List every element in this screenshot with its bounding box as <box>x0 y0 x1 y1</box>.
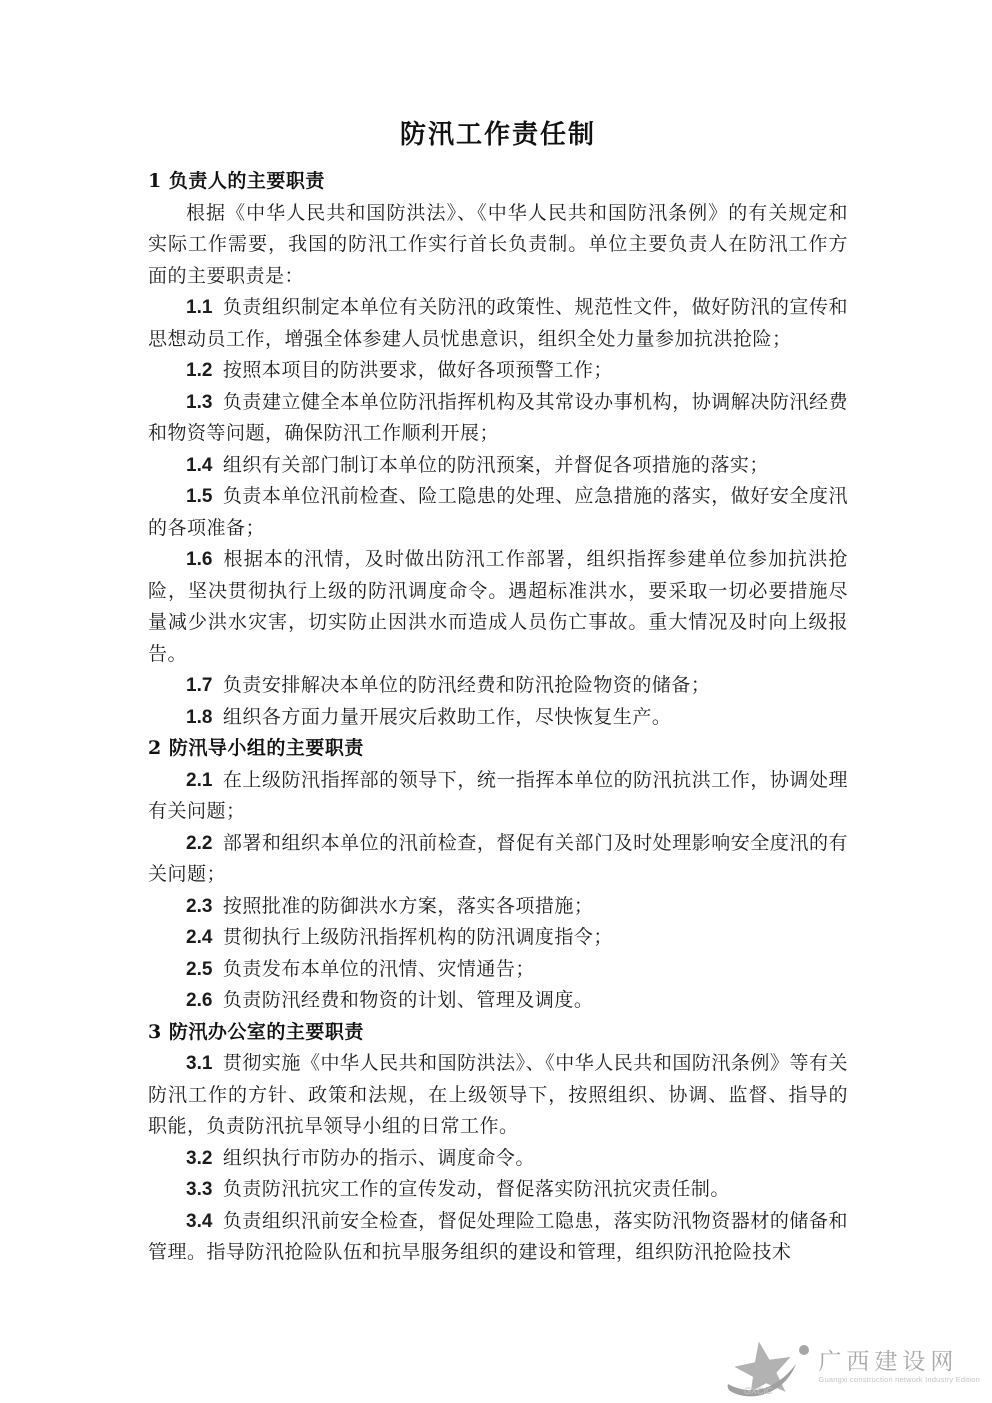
item-paragraph <box>148 670 848 702</box>
item-paragraph <box>148 1206 848 1269</box>
item-number: 2.1 <box>186 769 213 791</box>
item-paragraph <box>148 450 848 482</box>
item-number: 2.6 <box>186 990 213 1011</box>
item-number: 1.2 <box>186 360 213 381</box>
item-text: 根据本的汛情，及时做出防汛工作部署，组织指挥参建单位参加抗洪抢险，坚决贯彻执行上级的防汛调度命令。遇超标准洪水，要采取一切必要措施尽量减少洪水灾害，切实防止因洪水而造成人员伤亡事故。重大情况及时向上级报告。 <box>148 548 848 665</box>
svg-text:GXCIC: GXCIC <box>744 1386 773 1396</box>
watermark <box>722 1337 980 1397</box>
item-paragraph <box>148 828 848 891</box>
item-paragraph <box>148 544 848 670</box>
item-number: 2.4 <box>186 927 213 948</box>
document-content <box>148 116 848 1269</box>
item-paragraph <box>148 765 848 828</box>
section-heading: 1 负责人的主要职责 <box>148 170 325 192</box>
item-paragraph <box>148 702 848 734</box>
item-number: 2.2 <box>186 832 213 854</box>
watermark-subtitle: Guangxi construction network Industry Edition <box>818 1375 980 1384</box>
item-number: 1.7 <box>186 675 213 696</box>
item-text: 贯彻实施《中华人民共和国防洪法》、《中华人民共和国防汛条例》等有关防汛工作的方针、政策和法规，在上级领导下，按照组织、协调、监督、指导的职能，负责防汛抗旱领导小组的日常工作。 <box>148 1052 848 1137</box>
item-text: 负责安排解决本单位的防汛经费和防汛抢险物资的储备； <box>222 674 711 696</box>
item-text: 负责本单位汛前检查、险工隐患的处理、应急措施的落实，做好安全度汛的各项准备； <box>148 485 848 539</box>
watermark-text-block <box>818 1349 980 1385</box>
document-body <box>148 166 848 1269</box>
item-text: 负责建立健全本单位防汛指挥机构及其常设办事机构，协调解决防汛经费和物资等问题，确保防汛工作顺利开展； <box>148 390 848 444</box>
item-text: 负责组织制定本单位有关防汛的政策性、规范性文件，做好防汛的宣传和思想动员工作，增强全体参建人员忧患意识，组织全处力量参加抗洪抢险； <box>148 296 848 350</box>
item-number: 2.5 <box>186 958 213 980</box>
item-text: 按照批准的防御洪水方案，落实各项措施； <box>222 894 594 917</box>
item-number: 1.8 <box>186 706 213 728</box>
item-paragraph <box>148 922 848 954</box>
item-number: 3.4 <box>186 1210 213 1232</box>
item-number: 3.1 <box>186 1053 213 1074</box>
item-number: 1.5 <box>186 486 213 507</box>
item-number: 1.3 <box>186 391 213 413</box>
item-text: 按照本项目的防洪要求，做好各项预警工作； <box>222 359 613 381</box>
item-paragraph <box>148 985 848 1017</box>
item-text: 负责组织汛前安全检查，督促处理险工隐患，落实防汛物资器材的储备和管理。指导防汛抢险队伍和抗旱服务组织的建设和管理，组织防汛抢险技术 <box>148 1209 848 1263</box>
item-text: 在上级防汛指挥部的领导下，统一指挥本单位的防汛抗洪工作，协调处理有关问题； <box>148 768 848 822</box>
item-paragraph <box>148 954 848 986</box>
watermark-name: 广西建设网 <box>818 1349 959 1375</box>
item-text: 组织各方面力量开展灾后救助工作，尽快恢复生产。 <box>222 705 672 728</box>
item-number: 1.1 <box>186 297 213 318</box>
document-title: 防汛工作责任制 <box>399 120 596 150</box>
item-number: 2.3 <box>186 895 213 917</box>
section-heading: 3 防汛办公室的主要职责 <box>148 1020 364 1043</box>
item-text: 负责发布本单位的汛情、灾情通告； <box>222 957 535 980</box>
star-logo-icon <box>722 1337 814 1397</box>
section-intro: 根据《中华人民共和国防洪法》、《中华人民共和国防汛条例》的有关规定和实际工作需要，我国的防汛工作实行首长负责制。单位主要负责人在防汛工作方面的主要职责是： <box>148 201 848 287</box>
item-paragraph <box>148 292 848 355</box>
item-paragraph <box>148 1174 848 1206</box>
item-text: 贯彻执行上级防汛指挥机构的防汛调度指令； <box>222 926 613 948</box>
item-paragraph <box>148 1143 848 1175</box>
item-number: 3.2 <box>186 1147 213 1169</box>
item-text: 组织执行市防办的指示、调度命令。 <box>222 1146 535 1169</box>
item-number: 1.6 <box>186 549 213 570</box>
item-number: 1.4 <box>186 454 213 476</box>
item-text: 负责防汛抗灾工作的宣传发动，督促落实防汛抗灾责任制。 <box>222 1178 730 1200</box>
item-paragraph <box>148 1048 848 1143</box>
item-text: 负责防汛经费和物资的计划、管理及调度。 <box>222 989 594 1011</box>
item-number: 3.3 <box>186 1179 213 1200</box>
item-text: 组织有关部门制订本单位的防汛预案，并督促各项措施的落实； <box>222 453 769 476</box>
section-heading: 2 防汛导小组的主要职责 <box>148 737 364 759</box>
item-paragraph <box>148 481 848 544</box>
item-paragraph <box>148 355 848 387</box>
item-paragraph <box>148 891 848 923</box>
item-paragraph <box>148 387 848 450</box>
item-text: 部署和组织本单位的汛前检查，督促有关部门及时处理影响安全度汛的有关问题； <box>148 831 848 885</box>
